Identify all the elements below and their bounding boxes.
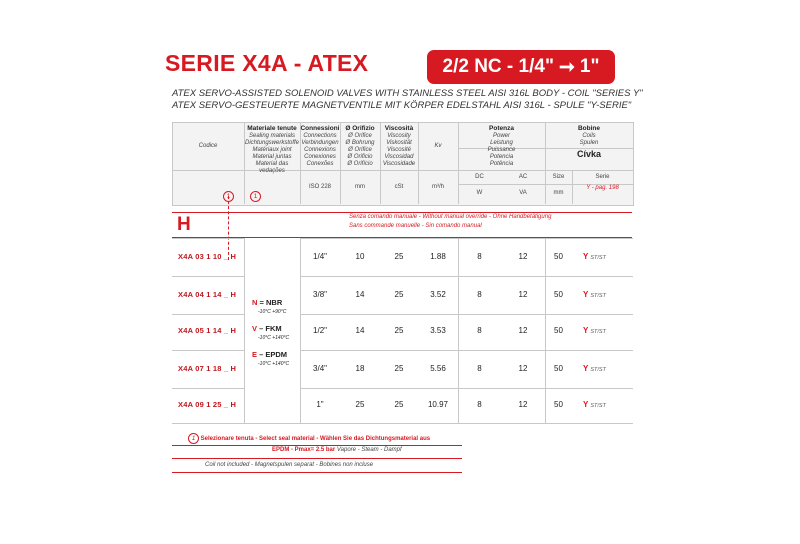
row-code: X4A 04 1 14 _ H xyxy=(178,290,237,299)
row-coil-size: 50 xyxy=(554,290,563,299)
material-fkm: V – FKM xyxy=(252,324,282,333)
row-connection: 1/4" xyxy=(313,252,327,261)
row-serie xyxy=(583,326,606,335)
row-connection: 3/4" xyxy=(313,364,327,373)
row-viscosity: 25 xyxy=(394,364,404,373)
row-orifice: 18 xyxy=(355,364,365,373)
header-materiale: Materiale tenute Sealing materials Dichtungswerkstoffe Matériaux joint Material juntas Material das vedações xyxy=(244,125,300,174)
unit-viscosita: cSt xyxy=(394,184,404,190)
row-kv: 1.88 xyxy=(430,252,446,261)
row-coil-size: 50 xyxy=(554,326,563,335)
unit-size-mm: mm xyxy=(553,190,564,196)
unit-orifizio: mm xyxy=(355,184,365,190)
row-serie-letter: Y xyxy=(583,290,589,299)
row-coil-size: 50 xyxy=(554,364,563,373)
row-connection: 3/8" xyxy=(313,290,327,299)
row-kv: 3.52 xyxy=(430,290,446,299)
material-nbr: N = NBR xyxy=(252,298,283,307)
unit-w: W xyxy=(476,190,483,196)
row-serie xyxy=(583,400,606,409)
row-code: X4A 07 1 18 _ H xyxy=(178,364,237,373)
badge-left: 2/2 NC - 1/4" xyxy=(442,56,554,77)
note-coil: Coil not included - Magnetspulen separat - Bobines non incluse xyxy=(205,462,374,468)
header-potenza: Potenza Power Leistung Puissance Potencia Potência xyxy=(487,125,516,167)
circle-marker: 1 xyxy=(188,433,199,444)
row-serie-letter: Y xyxy=(583,326,589,335)
row-serie xyxy=(583,290,606,299)
material-epdm-range: -10°C +140°C xyxy=(258,361,290,367)
row-power-ac: 12 xyxy=(518,326,528,335)
header-viscosita: Viscosità Viscosity Viskosität Viscosité Viscosidad Viscosidade xyxy=(382,125,416,167)
badge-right: 1" xyxy=(579,56,600,77)
row-power-dc: 8 xyxy=(477,364,482,373)
page-title: SERIE X4A - ATEX xyxy=(165,50,369,76)
unit-ac: AC xyxy=(518,174,528,180)
codice-connector xyxy=(228,196,229,260)
header-codice: Codice xyxy=(198,143,218,149)
row-coil-size: 50 xyxy=(554,252,563,261)
row-viscosity: 25 xyxy=(394,290,404,299)
section-letter: H xyxy=(177,214,191,235)
material-fkm-range: -10°C +140°C xyxy=(258,335,290,341)
unit-connessioni: ISO 228 xyxy=(308,184,331,190)
size-range-badge xyxy=(427,50,615,84)
row-connection: 1/2" xyxy=(313,326,327,335)
row-power-dc: 8 xyxy=(477,400,482,409)
header-orifizio: Ø Orifizio Ø Orifice Ø Bohrung Ø Orifice Ø Orificio Ø Orifício xyxy=(345,125,375,167)
row-serie-letter: Y xyxy=(583,364,589,373)
unit-dc: DC xyxy=(475,174,484,180)
row-serie-note: ST/ST xyxy=(590,367,606,373)
row-viscosity: 25 xyxy=(394,326,404,335)
row-kv: 10.97 xyxy=(427,400,449,409)
row-code: X4A 03 1 10 _ H xyxy=(178,252,237,261)
row-kv: 5.56 xyxy=(430,364,446,373)
row-code: X4A 05 1 14 _ H xyxy=(178,326,237,335)
row-coil-size: 50 xyxy=(554,400,563,409)
row-power-ac: 12 xyxy=(518,290,528,299)
header-bobine: Bobine Coils Spulen xyxy=(577,125,601,146)
materiale-circle-marker: 1 xyxy=(250,185,261,203)
row-orifice: 14 xyxy=(355,326,365,335)
row-serie xyxy=(583,364,606,373)
row-serie-note: ST/ST xyxy=(590,403,606,409)
unit-size: Size xyxy=(552,174,565,180)
section-desc-1: Senza comando manuale - Without manual override - Ohne Handbetätigung xyxy=(349,214,552,220)
unit-va: VA xyxy=(519,190,527,196)
unit-serie: Serie xyxy=(595,174,610,180)
row-serie xyxy=(583,252,606,261)
row-power-dc: 8 xyxy=(477,252,482,261)
material-epdm: E – EPDM xyxy=(252,350,288,359)
unit-kv: m³/h xyxy=(432,184,444,190)
row-power-ac: 12 xyxy=(518,364,528,373)
note-select-seal: 1 Selezionare tenuta - Select seal material - Wählen Sie das Dichtungsmaterial aus xyxy=(188,433,430,444)
serie-page-ref: Y - pag. 198 xyxy=(586,185,619,191)
row-code: X4A 09 1 25 _ H xyxy=(178,400,237,409)
row-serie-note: ST/ST xyxy=(590,293,606,299)
row-serie-note: ST/ST xyxy=(590,255,606,261)
codice-circle-marker: 1 xyxy=(223,185,234,203)
header-civka: Cívka xyxy=(576,149,602,159)
row-power-dc: 8 xyxy=(477,290,482,299)
row-serie-note: ST/ST xyxy=(590,329,606,335)
header-kv: Kv xyxy=(434,143,442,149)
row-orifice: 25 xyxy=(355,400,365,409)
material-nbr-range: -10°C +90°C xyxy=(258,309,287,315)
header-connessioni: Connessioni Connections Verbindungen Connexions Conexiones Conexões xyxy=(300,125,340,167)
row-orifice: 10 xyxy=(355,252,365,261)
arrow-right-icon: ➞ xyxy=(558,56,575,78)
subtitle-de: ATEX SERVO-GESTEUERTE MAGNETVENTILE MIT KÖRPER EDELSTAHL AISI 316L - SPULE "Y-SERIE" xyxy=(172,100,632,111)
row-power-ac: 12 xyxy=(518,400,528,409)
subtitle-en: ATEX SERVO-ASSISTED SOLENOID VALVES WITH STAINLESS STEEL AISI 316L BODY - COIL "SERIES Y" xyxy=(172,88,643,99)
row-power-ac: 12 xyxy=(518,252,528,261)
row-kv: 3.53 xyxy=(430,326,446,335)
note-epdm: EPDM - Pmax= 2.5 bar Vapore - Steam - Dampf xyxy=(272,447,402,453)
row-connection: 1" xyxy=(316,400,324,409)
section-desc-2: Sans commande manuelle - Sin comando manual xyxy=(349,223,482,229)
row-viscosity: 25 xyxy=(394,400,404,409)
row-viscosity: 25 xyxy=(394,252,404,261)
row-power-dc: 8 xyxy=(477,326,482,335)
row-serie-letter: Y xyxy=(583,252,589,261)
row-orifice: 14 xyxy=(355,290,365,299)
row-serie-letter: Y xyxy=(583,400,589,409)
